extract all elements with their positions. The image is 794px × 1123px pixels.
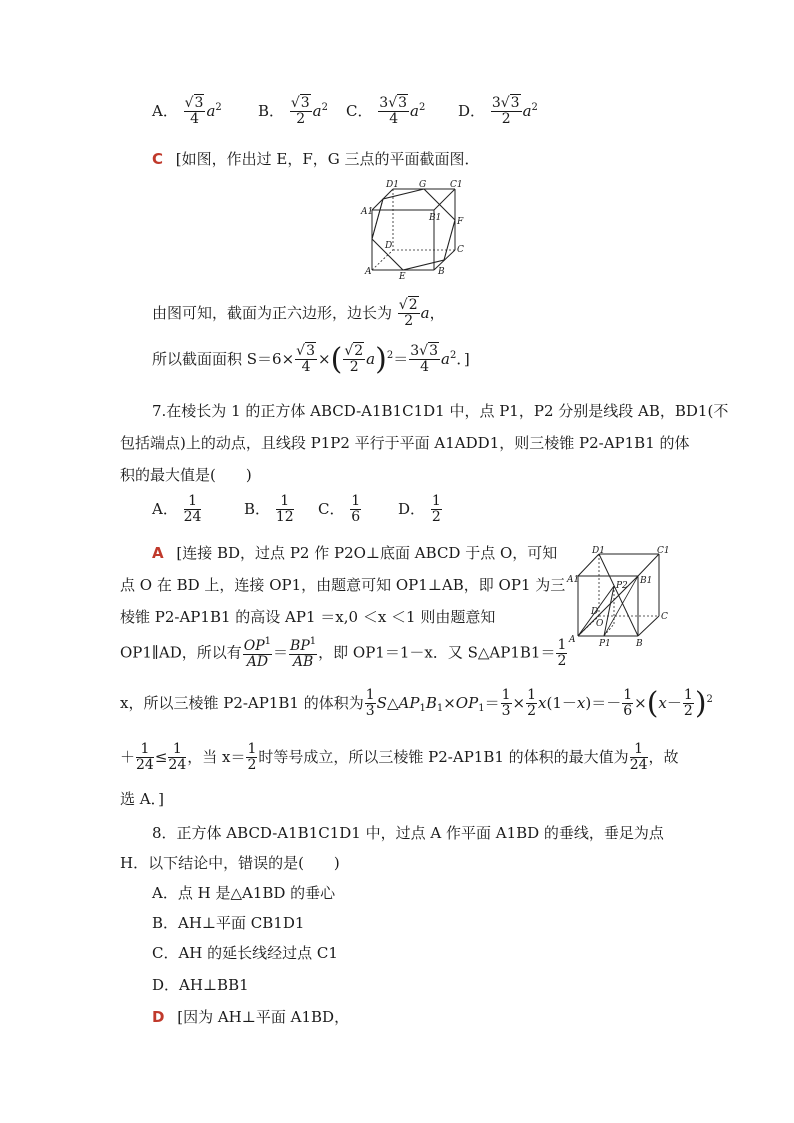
q7-sol-2: 点 O 在 BD 上，连接 OP1，由题意可知 OP1⊥AB，即 OP1 为三 [120,576,566,594]
q7-option-b-wrap: B． $\frac{1}{12}$ [244,493,294,526]
q8-answer-letter: D [152,1008,165,1026]
q7-stem-2: 包括端点)上的动点，且线段 P1P2 平行于平面 A1ADD1，则三棱锥 P2-AP1B1 的体 [120,434,690,452]
fig1-label-e: E [399,272,406,280]
fig2-label-d1: D1 [592,546,605,556]
fig2-label-b1: B1 [640,576,653,586]
q7-sol-6b: ，当 x＝ [187,747,246,766]
q7-option-d-wrap: D． $\frac{1}{2}$ [398,493,441,526]
q7-sol-5: x，所以三棱锥 P2-AP1B1 的体积为 $\frac{1}{3}$ $S\triangle AP_1B_1\times OP_1=$ $\frac{1}{3}$ × $\frac{1}{2}$ x(1－x)＝－ $\frac{1}{6}$ ×(x－ $\frac{1}{2}$ )$^2$ [120,685,713,721]
q7-option-b: B． [244,499,271,518]
q6-answer-line [152,152,480,167]
fig1-label-b1: B1 [429,213,442,223]
q7-sol-4a: OP1∥AD，所以有 [120,643,242,662]
fig1-label-c: C [457,245,464,255]
q6-line3-text: 所以截面面积 S＝6× [152,349,295,368]
q7-option-c: C． [318,499,345,518]
q7-sol-3: 棱锥 P2-AP1B1 的高设 AP1 ＝x,0 ＜x ＜1 则由题意知 [120,608,496,626]
q7-answer-letter: A [152,544,164,562]
q8-option-c: C．AH 的延长线经过点 C1 [152,944,338,962]
fig1-label-d: D [385,241,393,251]
fig2-label-c: C [661,612,668,622]
q6-option-b: B． [258,101,285,120]
q6-option-a: A． [152,101,178,120]
q7-sol-5a: x，所以三棱锥 P2-AP1B1 的体积为 [120,693,364,712]
q7-stem-3: 积的最大值是( ) [120,466,252,484]
fig1-label-f: F [457,217,464,227]
q6-option-c: C． [346,101,373,120]
q7-option-c-wrap: C． $\frac{1}{6}$ [318,493,361,526]
q7-option-a: A． [152,499,178,518]
q8-stem-1: 8．正方体 ABCD-A1B1C1D1 中，过点 A 作平面 A1BD 的垂线，垂足为点 [152,824,664,842]
fig1-label-d1: D1 [386,180,399,190]
q6-line2-text: 由图可知，截面为正六边形，边长为 [152,303,393,322]
fig1-label-a1: A1 [361,207,374,217]
q7-sol-6d: ，故 [648,747,679,766]
fig1-label-g: G [419,180,427,190]
q6-option-row: A． $\frac{√3}{4}$ $a^2$ [152,95,222,128]
q7-sol-6c: 时等号成立，所以三棱锥 P2-AP1B1 的体积的最大值为 [258,747,629,766]
fig2-label-b: B [636,639,643,648]
q7-sol-4b: ，即 OP1＝1－x．又 S△AP1B1＝ [318,643,556,662]
fig1-label-b: B [438,267,445,277]
q7-sol-1-text: [连接 BD，过点 P2 作 P2O⊥底面 ABCD 于点 O，可知 [176,544,558,562]
fig1-label-a: A [365,267,372,277]
q7-sol-7: 选 A．] [120,790,164,808]
q7-sol-6: ＋ $\frac{1}{24}$ ≤ $\frac{1}{24}$ ，当 x＝ $\frac{1}{2}$ 时等号成立，所以三棱锥 P2-AP1B1 的体积的最大值为 $\frac{1}{24}$ ，故 [120,741,679,774]
q6-answer-intro: [如图，作出过 E，F，G 三点的平面截面图． [175,150,480,168]
fig2-label-d: D [591,607,599,617]
cube-pyramid-figure [566,544,680,648]
q6-option-b-wrap: B． $\frac{√3}{2}$ $a^2$ [258,95,328,128]
fig2-label-a1: A1 [567,575,580,585]
fig2-label-p2: P2 [616,581,628,591]
q7-sol-6a: ＋ [120,747,136,766]
q7-option-a-wrap: A． $\frac{1}{24}$ [152,493,202,526]
fig2-label-o: O [596,619,604,629]
q8-option-b: B．AH⊥平面 CB1D1 [152,914,305,932]
fig2-label-a: A [569,635,576,645]
q6-answer-letter: C [152,150,164,168]
q8-stem-2: H．以下结论中，错误的是( ) [120,854,340,872]
q6-option-d-wrap: D． $\frac{3√3}{2}$ $a^2$ [458,95,538,128]
cube-section-figure [358,180,470,280]
fig2-label-p1: P1 [599,639,611,648]
q8-option-a: A．点 H 是△A1BD 的垂心 [152,884,336,902]
q6-line3-end: ．] [456,349,470,368]
q7-sol-1 [152,546,557,561]
q8-answer-text: [因为 AH⊥平面 A1BD， [177,1008,350,1026]
fig2-label-c1: C1 [657,546,670,556]
q7-option-d: D． [398,499,426,518]
q6-line2: 由图可知，截面为正六边形，边长为 $\frac{√2}{2}$ a， [152,297,445,330]
q6-option-c-wrap: C． $\frac{3√3}{4}$ $a^2$ [346,95,426,128]
q7-sol-4: OP1∥AD，所以有 $\frac{OP^1}{AD}$ ＝ $\frac{BP^1}{AB}$ ，即 OP1＝1－x．又 S△AP1B1＝ $\frac{1}{2}$ [120,636,567,671]
fig1-label-c1: C1 [450,180,463,190]
q8-option-d: D．AH⊥BB1 [152,976,249,994]
q7-stem-1: 7.在棱长为 1 的正方体 ABCD-A1B1C1D1 中，点 P1，P2 分别是线段 AB，BD1(不 [152,402,729,420]
q6-option-d: D． [458,101,486,120]
q8-answer-line [152,1010,349,1025]
q6-line3: 所以截面面积 S＝6× $\frac{√3}{4}$ ×( $\frac{√2}{2}$ a)$^2$＝ $\frac{3√3}{4}$ $a^2$．] [152,341,470,377]
